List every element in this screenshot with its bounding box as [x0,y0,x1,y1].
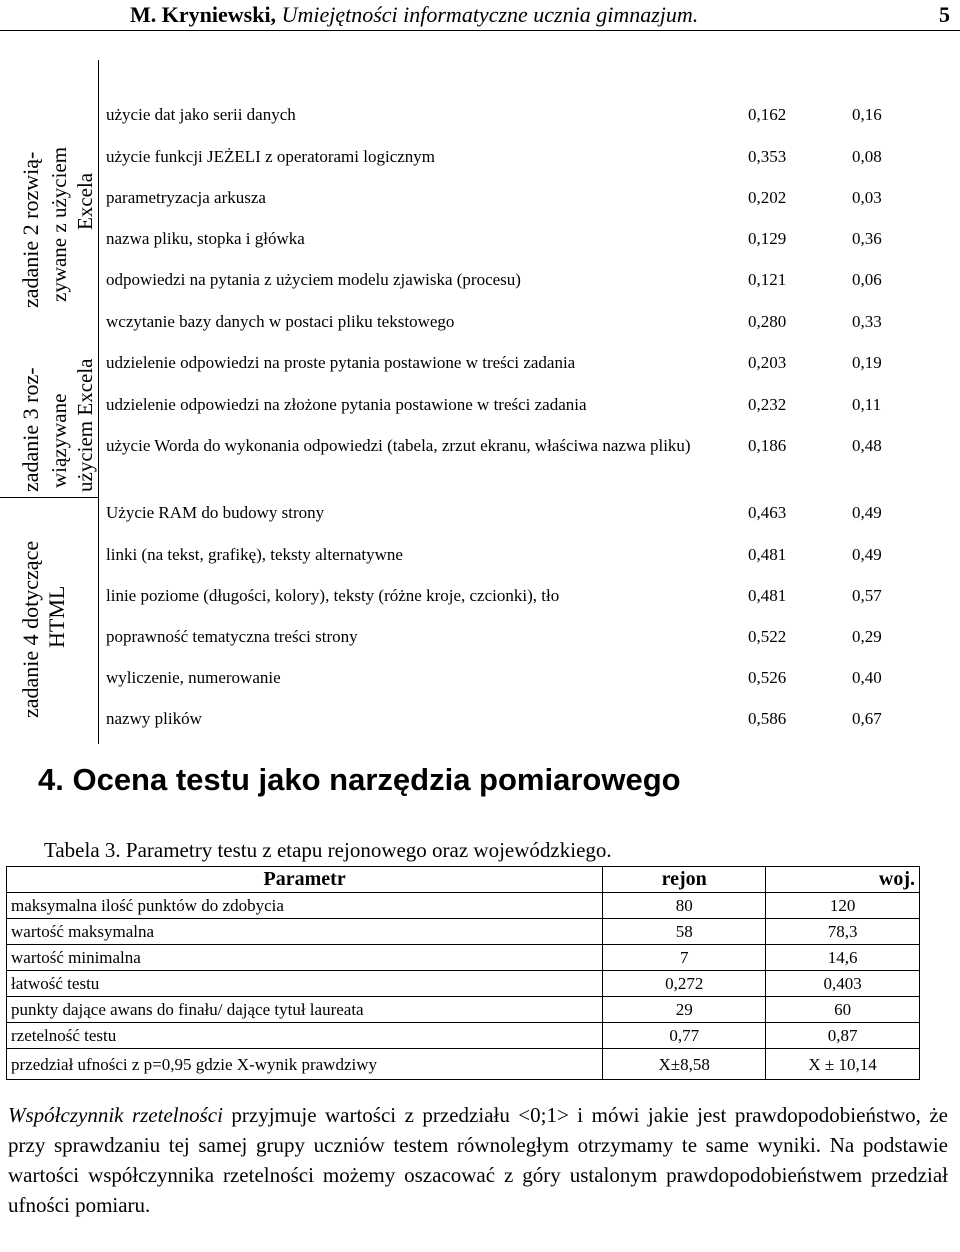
skills-table: zadanie 2 rozwią- zywane z użyciem Excela zadanie 3 roz- wiązywane użyciem Excela zadanie 4 dotyczące HTML użycie dat jako serii danych 0,162 0,16 użycie funkcji JEŻELI z operatorami logicznym 0,353 0,08 parametryzacja arkusza 0,202 0,03 nazwa pliku, stopka i główka 0,129 0,36 odpowiedzi na pytania z użyciem modelu zjawiska (procesu) 0,121 0,06 wczytanie bazy danych w postaci pliku tekstowego 0,280 0,33 udzielenie odpowiedzi na proste pytania postawione w treści zadania 0,203 0,19 udzielenie odpowiedzi na złożone pytania postawione w treści zadania 0,232 0,11 użycie Worda do wykonania odpowiedzi (tabela, zrzut ekranu, właściwa nazwa pliku) 0,186 0,48 Użycie RAM do budowy strony 0,463 0,49 linki (na tekst, grafikę), teksty alternatywne 0,481 0,49 linie poziome (długości, kolory), teksty (różne kroje, czcionki), tło 0,481 0,57 poprawność tematyczna treści strony 0,522 0,29 wyliczenie, numerowanie 0,526 0,40 nazwy plików 0,586 0,67 [0,60,960,744]
table-divider [98,60,99,744]
group-3-title-line1: zadanie 3 roz- [18,367,43,492]
table-row [7,1023,920,1049]
body-paragraph [8,1100,948,1220]
rejon-value: 0,77 [603,1023,766,1049]
group-3-title-line3: użyciem Excela [73,358,97,492]
parameters-table [6,866,920,1080]
section-heading: 4. Ocena testu jako narzędzia pomiarowego [38,762,681,797]
rejon-value: 58 [603,919,766,945]
parameter-name: rzetelność testu [7,1023,603,1049]
table-row [7,893,920,919]
parameter-name: przedział ufności z p=0,95 gdzie X-wynik prawdziwy [7,1049,603,1080]
parameter-name: łatwość testu [7,971,603,997]
header-author: M. Kryniewski, [130,2,277,27]
woj-value: X ± 10,14 [766,1049,920,1080]
rejon-value: 0,272 [603,971,766,997]
rejon-value: X±8,58 [603,1049,766,1080]
page-header [0,0,960,31]
group-3-title-line2: wiązywane [47,393,71,488]
parameter-name: maksymalna ilość punktów do zdobycia [7,893,603,919]
table-caption: Tabela 3. Parametry testu z etapu rejonowego oraz wojewódzkiego. [44,838,612,862]
page-number: 5 [939,2,950,27]
paragraph-term: Współczynnik rzetelności [8,1103,223,1127]
group-2-title-line2: zywane z użyciem [47,146,71,302]
table-row [7,997,920,1023]
group-2-title-line3: Excela [73,172,97,230]
table-row [7,971,920,997]
woj-value: 120 [766,893,920,919]
rejon-value: 7 [603,945,766,971]
woj-value: 60 [766,997,920,1023]
header-book-title: Umiejętności informatyczne ucznia gimnazjum. [281,2,699,27]
table-row [7,1049,920,1080]
column-header: Parametr [7,867,603,893]
group-4-title-line1: zadanie 4 dotyczące [18,540,43,718]
column-header: woj. [766,867,920,893]
parameter-name: wartość minimalna [7,945,603,971]
rejon-value: 29 [603,997,766,1023]
group-4-title-line2: HTML [44,585,69,648]
paragraph-text: przyjmuje wartości z przedziału <0;1> i mówi jakie jest prawdopodobieństwo, że przy sprawdzaniu tej samej grupy uczniów testem równoległym otrzymamy te same wyniki. Na podstawie wartości współczynnika rzetelności możemy oszacować z góry ustalonym prawdopodobieństwem przedział ufności pomiaru. [8,1103,948,1217]
table-header-row [7,867,920,893]
woj-value: 78,3 [766,919,920,945]
parameter-name: wartość maksymalna [7,919,603,945]
header-title [130,2,698,28]
group-divider [0,497,98,498]
table-row [7,919,920,945]
woj-value: 14,6 [766,945,920,971]
table-row [7,945,920,971]
parameter-name: punkty dające awans do finału/ dające tytuł laureata [7,997,603,1023]
woj-value: 0,87 [766,1023,920,1049]
group-2-title-line1: zadanie 2 rozwią- [18,151,43,308]
column-header: rejon [603,867,766,893]
woj-value: 0,403 [766,971,920,997]
rejon-value: 80 [603,893,766,919]
